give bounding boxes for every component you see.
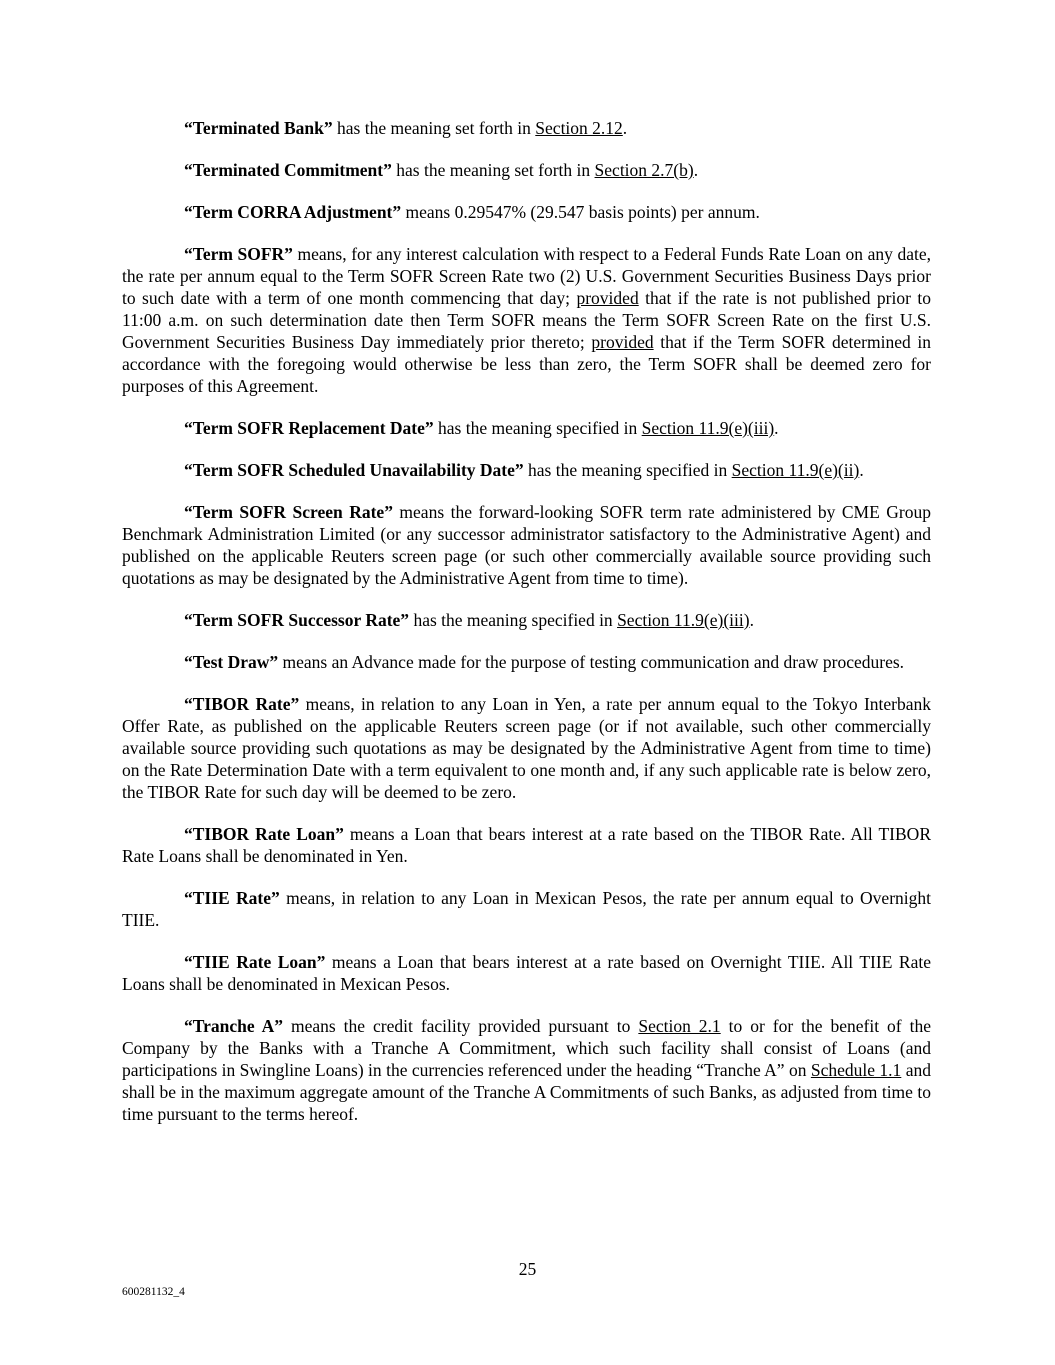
text-run: has the meaning specified in — [523, 460, 732, 480]
text-run: means a Loan that bears interest at a rate based on Overnight TIIE. All TIIE Rate Loans shall be denominated in Mexican Pesos. — [122, 952, 931, 994]
text-run: that if the rate is not published prior to 11:00 a.m. on such determination date then Term SOFR means the Term SOFR Screen Rate on the first U.S. Government Securities Business Day immediately prior thereto; — [122, 288, 931, 352]
paragraph — [122, 201, 931, 223]
text-run: means, for any interest calculation with respect to a Federal Funds Rate Loan on any date, the rate per annum equal to the Term SOFR Screen Rate two (2) U.S. Government Securities Business Days prior to such date with a term of one month commencing that day; — [122, 244, 931, 308]
paragraph — [122, 117, 931, 139]
text-run: means an Advance made for the purpose of testing communication and draw procedures. — [278, 652, 905, 672]
reference-underlined: provided — [576, 288, 639, 308]
reference-underlined: Schedule 1.1 — [810, 1060, 902, 1080]
defined-term: “Term SOFR” — [184, 244, 293, 264]
text-run: means, in relation to any Loan in Mexican Pesos, the rate per annum equal to Overnight TIIE. — [122, 888, 932, 930]
paragraph — [122, 417, 931, 439]
paragraph — [122, 609, 931, 631]
defined-term: “Term SOFR Replacement Date” — [184, 418, 434, 438]
reference-underlined: provided — [591, 332, 654, 352]
text-run: . — [693, 160, 699, 180]
text-run: and shall be in the maximum aggregate amount of the Tranche A Commitments of such Banks, as adjusted from time to time pursuant to the terms hereof. — [122, 1060, 931, 1124]
reference-underlined: Section 11.9(e)(iii) — [641, 418, 775, 438]
text-run: has the meaning specified in — [433, 418, 642, 438]
document-id-footer: 600281132_4 — [122, 1286, 185, 1298]
reference-underlined: Section 11.9(e)(iii) — [617, 610, 750, 630]
page-number: 25 — [518, 1259, 537, 1279]
text-run: . — [749, 610, 754, 630]
text-run: means the forward-looking SOFR term rate administered by CME Group Benchmark Administration Limited (or any successor administrator satisfactory to the Administrative Agent) and published on the applicable Reuters screen page (or such other commercially available source providing such quotations as may be designated by the Administrative Agent from time to time). — [122, 502, 931, 588]
reference-underlined: Section 2.7(b) — [594, 160, 694, 180]
text-run: has the meaning set forth in — [391, 160, 595, 180]
paragraph — [122, 1015, 931, 1125]
text-run: means the credit facility provided pursuant to — [283, 1016, 639, 1036]
text-run: . — [622, 118, 628, 138]
paragraph — [122, 159, 931, 181]
paragraph — [122, 887, 931, 931]
paragraph — [122, 951, 931, 995]
text-run: means a Loan that bears interest at a rate based on the TIBOR Rate. All TIBOR Rate Loans shall be denominated in Yen. — [122, 824, 931, 866]
paragraph — [122, 243, 931, 397]
text-run: that if the Term SOFR determined in accordance with the foregoing would otherwise be less than zero, the Term SOFR shall be deemed zero for purposes of this Agreement. — [122, 332, 931, 396]
text-run: has the meaning specified in — [409, 610, 618, 630]
text-run: . — [859, 460, 864, 480]
paragraph — [122, 459, 931, 481]
text-run: to or for the benefit of the Company by the Banks with a Tranche A Commitment, which such facility shall consist of Loans (and participations in Swingline Loans) in the currencies referenced under the heading “Tranche A” on — [122, 1016, 931, 1080]
text-run: means 0.29547% (29.547 basis points) per annum. — [401, 202, 760, 222]
text-run: has the meaning set forth in — [332, 118, 536, 138]
defined-term: “TIIE Rate” — [184, 888, 280, 908]
paragraph — [122, 501, 931, 589]
reference-underlined: Section 2.12 — [535, 118, 623, 138]
defined-term: “Test Draw” — [184, 652, 279, 672]
paragraph — [122, 693, 931, 803]
document-body — [122, 117, 931, 1145]
defined-term: “TIIE Rate Loan” — [184, 952, 326, 972]
defined-term: “Tranche A” — [184, 1016, 284, 1036]
defined-term: “Terminated Commitment” — [184, 160, 392, 180]
defined-term: “Term SOFR Screen Rate” — [184, 502, 393, 522]
defined-term: “Term CORRA Adjustment” — [184, 202, 402, 222]
reference-underlined: Section 2.1 — [638, 1016, 721, 1036]
defined-term: “TIBOR Rate” — [184, 694, 300, 714]
text-run: means, in relation to any Loan in Yen, a rate per annum equal to the Tokyo Interbank Offer Rate, as published on the applicable Reuters screen page (or if not available, such other commercially available source providing such quotations as may be designated by the Administrative Agent from time to time) on the Rate Determination Date with a term equivalent to one month and, if any such applicable rate is below zero, the TIBOR Rate for such day will be deemed to be zero. — [122, 694, 932, 802]
defined-term: “TIBOR Rate Loan” — [184, 824, 344, 844]
defined-term: “Terminated Bank” — [184, 118, 333, 138]
paragraph — [122, 823, 931, 867]
reference-underlined: Section 11.9(e)(ii) — [731, 460, 860, 480]
defined-term: “Term SOFR Successor Rate” — [184, 610, 410, 630]
defined-term: “Term SOFR Scheduled Unavailability Date” — [184, 460, 524, 480]
text-run: . — [774, 418, 779, 438]
paragraph — [122, 651, 931, 673]
